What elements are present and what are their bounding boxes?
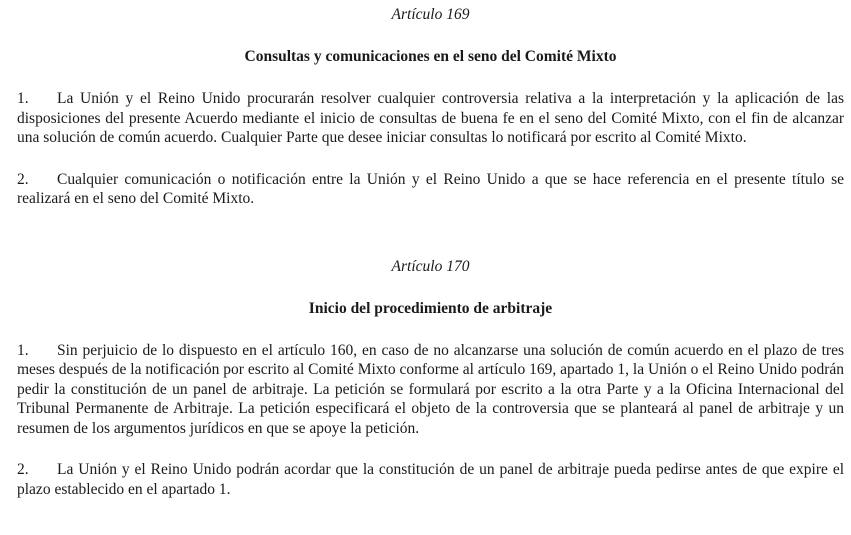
article-169-title: Consultas y comunicaciones en el seno del Comité Mixto xyxy=(244,48,617,65)
article-170-paragraph-1 xyxy=(17,341,844,439)
article-169-paragraph-2 xyxy=(17,170,844,209)
article-169-number: Artículo 169 xyxy=(391,6,470,23)
article-170-paragraph-2 xyxy=(17,460,844,499)
article-169-paragraph-1 xyxy=(17,89,844,148)
article-170-title: Inicio del procedimiento de arbitraje xyxy=(308,299,553,317)
paragraph-number: 1. xyxy=(17,90,29,107)
paragraph-number: 2. xyxy=(17,170,29,188)
paragraph-number: 2. xyxy=(17,461,29,478)
paragraph-text: La Unión y el Reino Unido podrán acordar que la constitución de un panel de arbitraje pueda pedirse antes de que expire el plazo establecido en el apartado 1. xyxy=(17,461,844,498)
paragraph-text: Cualquier comunicación o notificación entre la Unión y el Reino Unido a que se hace referencia en el presente título se realizará en el seno del Comité Mixto. xyxy=(17,170,844,207)
paragraph-text: Sin perjuicio de lo dispuesto en el artículo 160, en caso de no alcanzarse una solución de común acuerdo en el plazo de tres meses después de la notificación por escrito al Comité Mixto conforme al artículo 169, apartado 1, la Unión o el Reino Unido podrán pedir la constitución de un panel de arbitraje. La petición se formulará por escrito a la otra Parte y a la Oficina Internacional del Tribunal Permanente de Arbitraje. La petición especificará el objeto de la controversia que se planteará al panel de arbitraje y un resumen de los argumentos jurídicos en que se apoye la petición. xyxy=(17,341,844,437)
article-170-number: Artículo 170 xyxy=(391,257,470,275)
paragraph-number: 1. xyxy=(17,341,29,359)
paragraph-text: La Unión y el Reino Unido procurarán resolver cualquier controversia relativa a la interpretación y la aplicación de las disposiciones del presente Acuerdo mediante el inicio de consultas de buena fe en el seno del Comité Mixto, con el fin de alcanzar una solución de común acuerdo. Cualquier Parte que desee iniciar consultas lo notificará por escrito al Comité Mixto. xyxy=(17,90,844,146)
